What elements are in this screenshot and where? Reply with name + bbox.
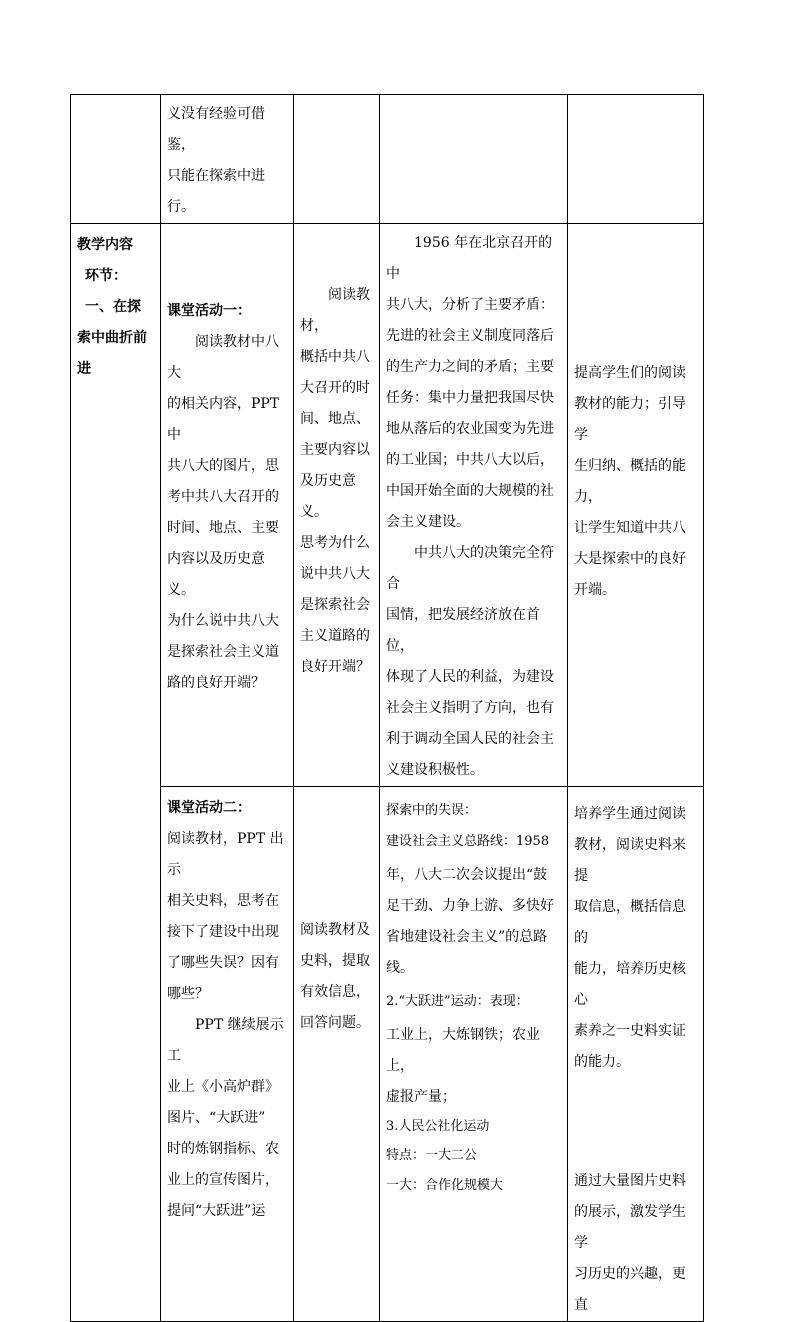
teaching-content-cell: 教学内容 环节： 一、在探 索中曲折前 进 (71, 224, 161, 1322)
student-activity-cell: 阅读教材， 概括中共八 大召开的时 间、地点、 主要内容以 及历史意义。 思考为什么 说中共八大 是探索社会 主义道路的 良好开端？ (294, 224, 380, 787)
cell-empty (568, 95, 704, 224)
table-row (71, 224, 704, 787)
activity-two-cell: 课堂活动二： 阅读教材，PPT 出示 相关史料，思考在 接下了建设中出现 了哪些失误？因有 哪些？ PPT 继续展示工 业上《小高炉群》 图片、“大跃进” 时的炼钢指标、农 业上的宣传图片， 提问“大跃进”运 (161, 787, 294, 1322)
activity-one-cell: 课堂活动一： 阅读教材中八大 的相关内容，PPT 中 共八大的图片，思 考中共八大召开的 时间、地点、主要 内容以及历史意义。 为什么说中共八大 是探索社会主义道 路的良好开端？ (161, 224, 294, 787)
activity-heading: 课堂活动二： (167, 800, 251, 816)
table-row (71, 95, 704, 224)
cell-activity: 义没有经验可借鉴， 只能在探索中进行。 (161, 95, 294, 224)
content-cell: 1956 年在北京召开的中 共八大，分析了主要矛盾： 先进的社会主义制度同落后 的生产力之间的矛盾；主要 任务：集中力量把我国尽快 地从落后的农业国变为先进 的工业国；中共八大以后， 中国开始全面的大规模的社 会主义建设。 中共八大的决策完全符合 国情，把发展经济放在首位， 体现了人民的利益，为建设 社会主义指明了方向，也有 利于调动全国人民的社会主 义建设积极性。 (380, 224, 568, 787)
section-label: 教学内容 (77, 237, 133, 253)
lesson-plan-table (70, 94, 704, 1322)
cell-empty (294, 95, 380, 224)
student-activity-cell: 阅读教材及 史料，提取 有效信息， 回答问题。 (294, 787, 380, 1322)
design-intent-cell: 培养学生通过阅读 教材，阅读史料来提 取信息，概括信息的 能力，培养历史核心 素养之一史料实证 的能力。 通过大量图片史料 的展示，激发学生学 习历史的兴趣，更直 (568, 787, 704, 1322)
cell-empty (380, 95, 568, 224)
table-row (71, 787, 704, 1322)
activity-heading: 课堂活动一： (167, 303, 251, 319)
design-intent-cell: 提高学生们的阅读 教材的能力；引导学 生归纳、概括的能力， 让学生知道中共八 大是探索中的良好 开端。 (568, 224, 704, 787)
content-cell: 探索中的失误： 建设社会主义总路线：1958 年，八大二次会议提出“鼓 足干劲、力争上游、多快好 省地建设社会主义”的总路 线。 2.“大跃进”运动：表现： 工业上，大炼钢铁；农业上， 虚报产量； 3.人民公社化运动 特点：一大二公 一大：合作化规模大 (380, 787, 568, 1322)
cell-empty (71, 95, 161, 224)
